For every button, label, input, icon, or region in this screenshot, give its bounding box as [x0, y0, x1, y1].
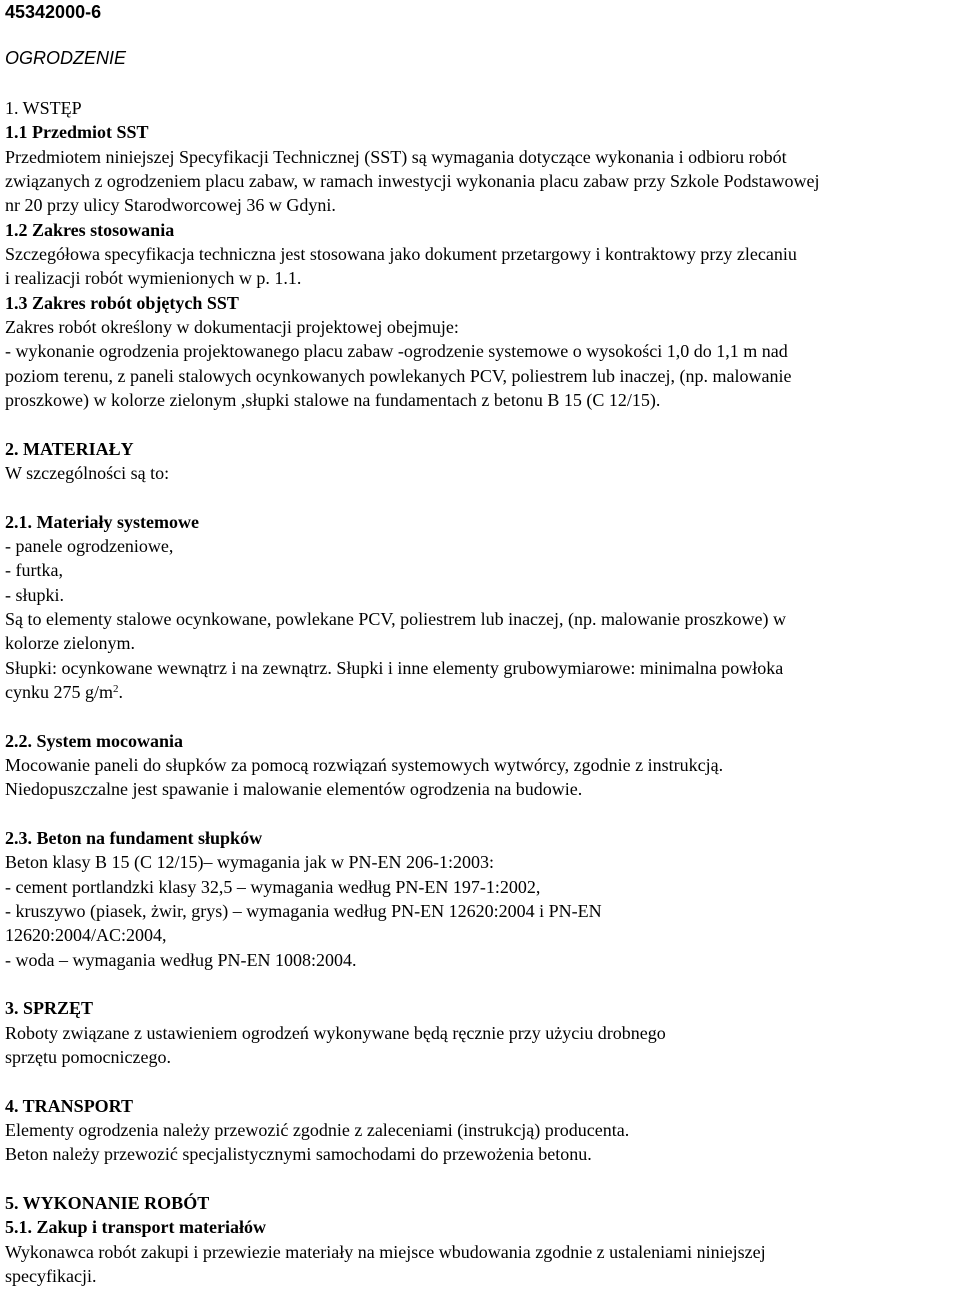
- section-2-3-heading: 2.3. Beton na fundament słupków: [5, 828, 263, 848]
- section-3-line: Roboty związane z ustawieniem ogrodzeń wykonywane będą ręcznie przy użyciu drobnego: [5, 1023, 666, 1043]
- section-1-3-line: proszkowe) w kolorze zielonym ,słupki stalowe na fundamentach z betonu B 15 (C 12/15).: [5, 390, 661, 410]
- section-2-1-line: - słupki.: [5, 585, 65, 605]
- section-1-2-line: Szczegółowa specyfikacja techniczna jest stosowana jako dokument przetargowy i kontraktowy przy zlecaniu: [5, 244, 797, 264]
- section-1-1-line: Przedmiotem niniejszej Specyfikacji Technicznej (SST) są wymagania dotyczące wykonania i odbioru robót: [5, 147, 787, 167]
- section-1-3-line: - wykonanie ogrodzenia projektowanego placu zabaw -ogrodzenie systemowe o wysokości 1,0 do 1,1 m nad: [5, 341, 788, 361]
- section-2-1-last-line: [5, 681, 123, 703]
- section-2-3-line: 12620:2004/AC:2004,: [5, 925, 167, 945]
- section-1-3-heading: 1.3 Zakres robót objętych SST: [5, 293, 239, 313]
- section-2-1-heading: 2.1. Materiały systemowe: [5, 512, 199, 532]
- section-4-heading: 4. TRANSPORT: [5, 1096, 134, 1116]
- section-2-1-line: Są to elementy stalowe ocynkowane, powlekane PCV, poliestrem lub inaczej, (np. malowanie proszkowe) w: [5, 609, 786, 629]
- section-4-line: Beton należy przewozić specjalistycznymi samochodami do przewożenia betonu.: [5, 1144, 592, 1164]
- section-2-3-line: - woda – wymagania według PN-EN 1008:2004.: [5, 950, 357, 970]
- section-1-2-heading: 1.2 Zakres stosowania: [5, 220, 175, 240]
- section-2-2-heading: 2.2. System mocowania: [5, 731, 183, 751]
- section-2-3-line: - cement portlandzki klasy 32,5 – wymagania według PN-EN 197-1:2002,: [5, 877, 541, 897]
- section-1-1-line: nr 20 przy ulicy Starodworcowej 36 w Gdyni.: [5, 195, 336, 215]
- section-1-1-line: związanych z ogrodzeniem placu zabaw, w ramach inwestycji wykonania placu zabaw przy Szkole Podstawowej: [5, 171, 820, 191]
- section-2-heading: 2. MATERIAŁY: [5, 439, 134, 459]
- section-2-2-line: Niedopuszczalne jest spawanie i malowanie elementów ogrodzenia na budowie.: [5, 779, 583, 799]
- section-3-heading: 3. SPRZĘT: [5, 998, 94, 1018]
- section-2-1-line: - panele ogrodzeniowe,: [5, 536, 174, 556]
- section-5-1-line: Wykonawca robót zakupi i przewiezie materiały na miejsce wbudowania zgodnie z ustaleniami niniejszej: [5, 1242, 766, 1262]
- section-1-2-line: i realizacji robót wymienionych w p. 1.1.: [5, 268, 302, 288]
- section-2-intro: W szczególności są to:: [5, 463, 170, 483]
- section-2-1-line: Słupki: ocynkowane wewnątrz i na zewnątrz. Słupki i inne elementy grubowymiarowe: minimalna powłoka: [5, 658, 784, 678]
- section-1-heading: 1. WSTĘP: [5, 98, 82, 118]
- section-5-heading: 5. WYKONANIE ROBÓT: [5, 1193, 210, 1213]
- section-1-3-line: poziom terenu, z paneli stalowych ocynkowanych powlekanych PCV, poliestrem lub inaczej, (np. malowanie: [5, 366, 792, 386]
- coating-text: cynku 275 g/m: [5, 682, 113, 702]
- superscript: 2: [113, 683, 119, 695]
- section-5-1-heading: 5.1. Zakup i transport materiałów: [5, 1217, 266, 1237]
- section-2-3-line: Beton klasy B 15 (C 12/15)– wymagania jak w PN-EN 206-1:2003:: [5, 852, 494, 872]
- section-2-3-line: - kruszywo (piasek, żwir, grys) – wymagania według PN-EN 12620:2004 i PN-EN: [5, 901, 602, 921]
- document-code: 45342000-6: [5, 2, 102, 22]
- section-2-2-line: Mocowanie paneli do słupków za pomocą rozwiązań systemowych wytwórcy, zgodnie z instrukcją.: [5, 755, 724, 775]
- section-3-line: sprzętu pomocniczego.: [5, 1047, 171, 1067]
- section-1-1-heading: 1.1 Przedmiot SST: [5, 122, 149, 142]
- section-2-1-line: - furtka,: [5, 560, 63, 580]
- section-2-1-line: kolorze zielonym.: [5, 633, 135, 653]
- coating-text-end: .: [118, 682, 123, 702]
- document-title: OGRODZENIE: [5, 48, 127, 68]
- section-5-1-line: specyfikacji.: [5, 1266, 97, 1286]
- section-1-3-line: Zakres robót określony w dokumentacji projektowej obejmuje:: [5, 317, 459, 337]
- section-4-line: Elementy ogrodzenia należy przewozić zgodnie z zaleceniami (instrukcją) producenta.: [5, 1120, 630, 1140]
